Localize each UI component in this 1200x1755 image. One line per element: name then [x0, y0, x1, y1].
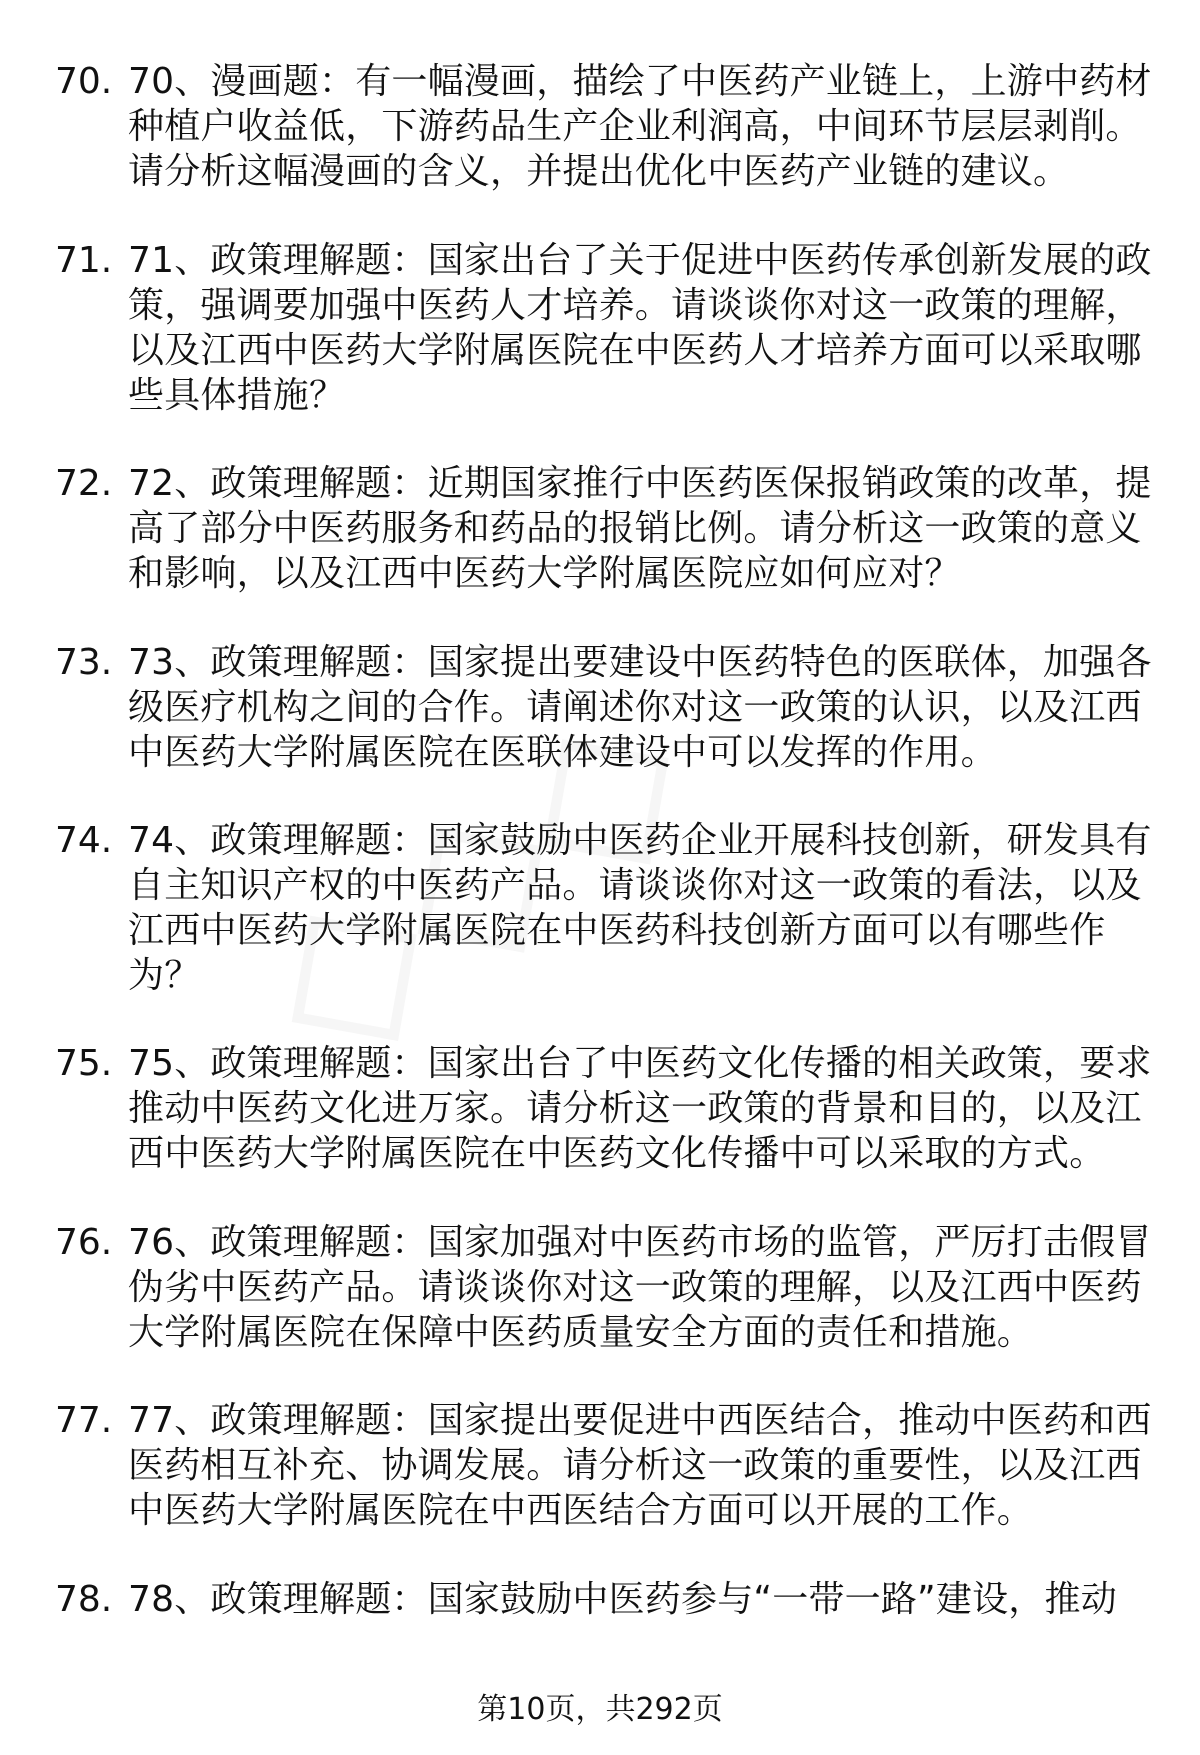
question-line: 江西中医药大学附属医院在中医药科技创新方面可以有哪些作 — [128, 910, 1106, 951]
question-line: 72、政策理解题：近期国家推行中医药医保报销政策的改革，提 — [128, 463, 1152, 504]
question-line: 73、政策理解题：国家提出要建设中医药特色的医联体，加强各 — [128, 642, 1152, 683]
question-line: 高了部分中医药服务和药品的报销比例。请分析这一政策的意义 — [128, 508, 1142, 549]
question-line: 推动中医药文化进万家。请分析这一政策的背景和目的，以及江 — [128, 1088, 1142, 1129]
question-line: 策，强调要加强中医药人才培养。请谈谈你对这一政策的理解， — [128, 285, 1142, 326]
question-line: 为？ — [128, 955, 201, 996]
question-text — [128, 1220, 1152, 1355]
question-line: 75、政策理解题：国家出台了中医药文化传播的相关政策，要求 — [128, 1043, 1152, 1084]
question-number: 74. — [55, 820, 113, 861]
question-line: 请分析这幅漫画的含义，并提出优化中医药产业链的建议。 — [128, 151, 1070, 192]
question-number: 78. — [55, 1579, 113, 1620]
question-line: 级医疗机构之间的合作。请阐述你对这一政策的认识，以及江西 — [128, 687, 1142, 728]
question-number: 75. — [55, 1043, 113, 1084]
question-number: 70. — [55, 61, 113, 102]
question-line: 自主知识产权的中医药产品。请谈谈你对这一政策的看法，以及 — [128, 865, 1142, 906]
question-line: 大学附属医院在保障中医药质量安全方面的责任和措施。 — [128, 1312, 1034, 1353]
question-line: 些具体措施？ — [128, 375, 346, 416]
question-text — [128, 59, 1152, 194]
question-line: 中医药大学附属医院在中西医结合方面可以开展的工作。 — [128, 1490, 1034, 1531]
question-line: 70、漫画题：有一幅漫画，描绘了中医药产业链上，上游中药材 — [128, 61, 1152, 102]
question-number: 76. — [55, 1222, 113, 1263]
question-line: 伪劣中医药产品。请谈谈你对这一政策的理解，以及江西中医药 — [128, 1267, 1142, 1308]
question-text — [128, 640, 1152, 775]
question-text — [128, 818, 1152, 998]
question-line: 种植户收益低，下游药品生产企业利润高，中间环节层层剥削。 — [128, 106, 1142, 147]
question-line: 71、政策理解题：国家出台了关于促进中医药传承创新发展的政 — [128, 240, 1152, 281]
question-line: 中医药大学附属医院在医联体建设中可以发挥的作用。 — [128, 732, 997, 773]
question-number: 73. — [55, 642, 113, 683]
question-line: 以及江西中医药大学附属医院在中医药人才培养方面可以采取哪 — [128, 330, 1142, 371]
page-footer: 第10页，共292页 — [477, 1692, 723, 1727]
question-text — [128, 1577, 1152, 1622]
question-text — [128, 238, 1152, 418]
question-text — [128, 1398, 1152, 1533]
question-line: 78、政策理解题：国家鼓励中医药参与“一带一路”建设，推动 — [128, 1579, 1117, 1620]
question-line: 和影响，以及江西中医药大学附属医院应如何应对？ — [128, 553, 961, 594]
question-text — [128, 461, 1152, 596]
question-line: 医药相互补充、协调发展。请分析这一政策的重要性，以及江西 — [128, 1445, 1142, 1486]
question-line: 76、政策理解题：国家加强对中医药市场的监管，严厉打击假冒 — [128, 1222, 1152, 1263]
question-number: 77. — [55, 1400, 113, 1441]
question-line: 77、政策理解题：国家提出要促进中西医结合，推动中医药和西 — [128, 1400, 1152, 1441]
question-line: 西中医药大学附属医院在中医药文化传播中可以采取的方式。 — [128, 1133, 1106, 1174]
question-number: 72. — [55, 463, 113, 504]
question-number: 71. — [55, 240, 113, 281]
question-text — [128, 1041, 1152, 1176]
question-line: 74、政策理解题：国家鼓励中医药企业开展科技创新，研发具有 — [128, 820, 1152, 861]
